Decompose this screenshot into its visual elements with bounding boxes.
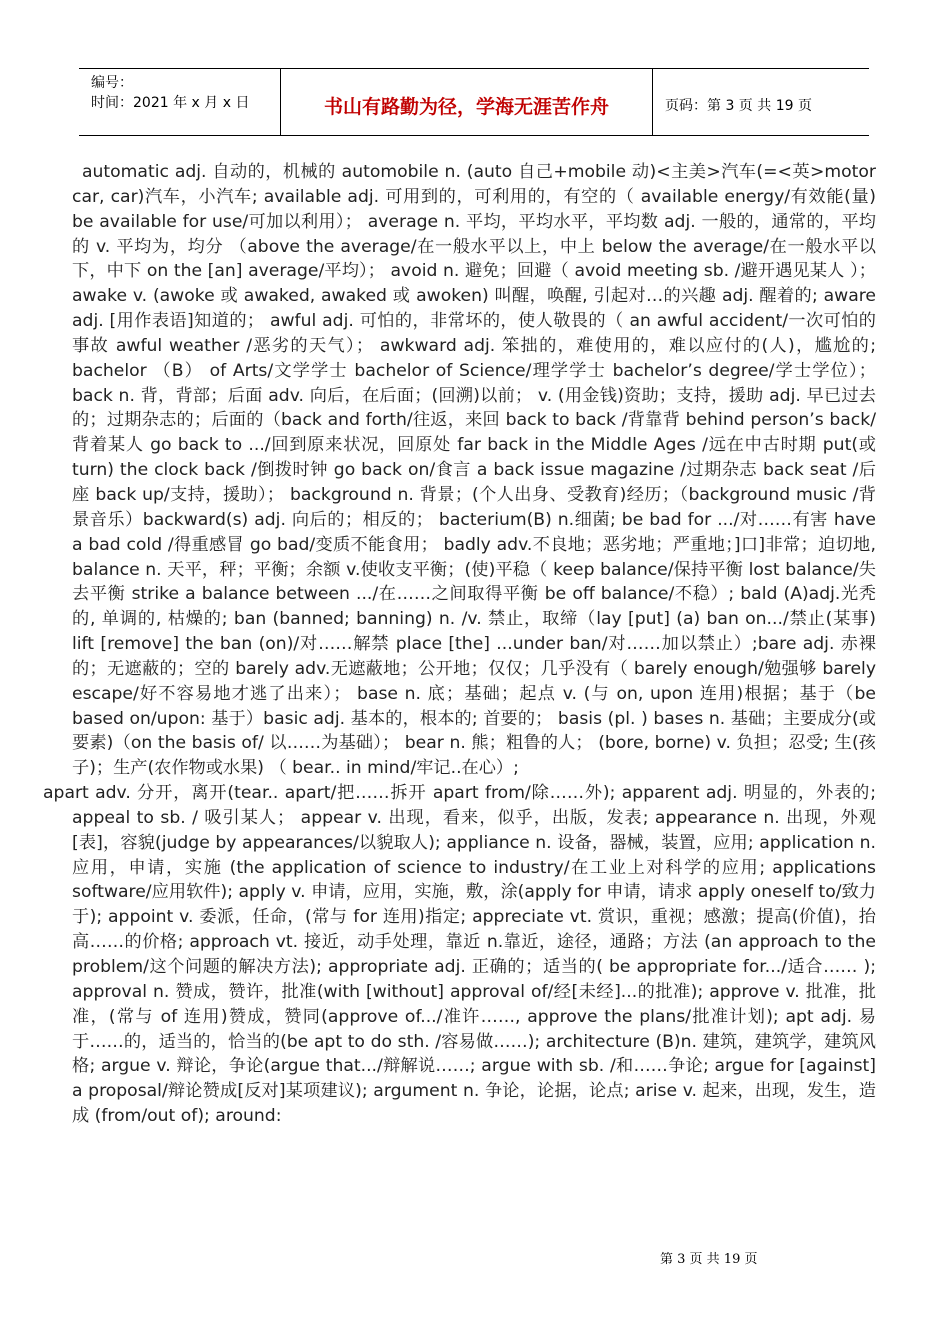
document-date: 时间：2021 年 x 月 x 日	[91, 95, 250, 111]
vocabulary-body	[43, 160, 876, 1129]
vocabulary-paragraph-a-b: automatic adj. 自动的，机械的 automobile n. (auto 自己+mobile 动)<主美>汽车(=<英>motor car, car)汽车，小汽车; available adj. 可用到的，可利用的，有空的（ available energy/有效能(量) be available for use/可加以利用）； average n. 平均，平均水平，平均数 adj. 一般的，通常的，平均的 v. 平均为，均分 （above the average/在一般水平以上，中上 below the average/在一般水平以下，中下 on the [an] average/平均）； avoid n. 避免；回避（ avoid meeting sb. /避开遇见某人 ）； awake v. (awoke 或 awaked, awaked 或 awoken) 叫醒，唤醒, 引起对…的兴趣 adj. 醒着的; aware adj. [用作表语]知道的； awful adj. 可怕的，非常坏的，使人敬畏的（ an awful accident/一次可怕的事故 awful weather /恶劣的天气）； awkward adj. 笨拙的，难使用的，难以应付的(人)，尴尬的; bachelor （B） of Arts/文学学士 bachelor of Science/理学学士 bachelor’s degree/学士学位）； back n. 背，背部；后面 adv. 向后，在后面；(回溯)以前； v. (用金钱)资助；支持，援助 adj. 早已过去的；过期杂志的；后面的（back and forth/往返，来回 back to back /背靠背 behind person’s back/背着某人 go back to .../回到原来状况，回原处 far back in the Middle Ages /远在中古时期 put(或 turn) the clock back /倒拨时钟 go back on/食言 a back issue magazine /过期杂志 back seat /后座 back up/支持，援助）； background n. 背景；(个人出身、受教育)经历；（background music /背景音乐）backward(s) adj. 向后的；相反的； bacterium(B) n.细菌; be bad for .../对……有害 have a bad cold /得重感冒 go bad/变质不能食用； badly adv.不良地；恶劣地；严重地；]口]非常；迫切地, balance n. 天平，秤；平衡；余额 v.使收支平衡；(使)平稳（ keep balance/保持平衡 lost balance/失去平衡 strike a balance between .../在……之间取得平衡 be off balance/不稳）; bald (A)adj.光秃的, 单调的, 枯燥的; ban (banned; banning) n. /v. 禁止，取缔（lay [put] (a) ban on.../禁止(某事) lift [remove] the ban (on)/对……解禁 place [the] ...under ban/对……加以禁止）;bare adj. 赤裸的；无遮蔽的；空的 barely adv.无遮蔽地；公开地；仅仅；几乎没有（ barely enough/勉强够 barely escape/好不容易地才逃了出来）； base n. 底；基础；起点 v. (与 on, upon 连用)根据；基于（be based on/upon: 基于）basic adj. 基本的，根本的; 首要的； basis (pl. ) bases n. 基础；主要成分(或要素)（on the basis of/ 以……为基础）； bear n. 熊；粗鲁的人； (bore, borne) v. 负担；忍受; 生(孩子)；生产(农作物或水果) （ bear.. in mind/牢记..在心）;	[72, 162, 876, 779]
header-page-info: 页码：第 3 页 共 19 页	[665, 98, 812, 114]
document-code-label: 编号：	[91, 75, 133, 91]
page-header	[79, 68, 869, 136]
vocabulary-paragraph-ap-ar: apart adv. 分开，离开(tear.. apart/把……拆开 apart from/除……外); apparent adj. 明显的，外表的; appeal to sb. / 吸引某人； appear v. 出现，看来，似乎，出版，发表; appearance n. 出现，外观[表]，容貌(judge by appearances/以貌取人); appliance n. 设备，器械，装置，应用; application n. 应用，申请，实施 (the application of science to industry/在工业上对科学的应用; applications software/应用软件); apply v. 申请，应用，实施，敷，涂(apply for 申请，请求 apply oneself to/致力于); appoint v. 委派，任命，(常与 for 连用)指定; appreciate vt. 赏识，重视；感激；提高(价值)，抬高……的价格; approach vt. 接近，动手处理，靠近 n.靠近，途径，通路；方法 (an approach to the problem/这个问题的解决方法); appropriate adj. 正确的；适当的( be appropriate for.../适合…… ); approval n. 赞成，赞许，批准(with [without] approval of/经[未经]...的批准); approve v. 批准，批准，(常与 of 连用)赞成，赞同(approve of.../准许……, approve the plans/批准计划); apt adj. 易于……的，适当的，恰当的(be apt to do sth. /容易做……); architecture (B)n. 建筑，建筑学，建筑风格; argue v. 辩论，争论(argue that.../辩解说……; argue with sb. /和……争论; argue for [against] a proposal/辩论赞成[反对]某项建议); argument n. 争论，论据，论点; arise v. 起来，出现，发生，造成 (from/out of); around:	[43, 783, 876, 1127]
header-meta	[79, 69, 281, 135]
page-footer: 第 3 页 共 19 页	[660, 1252, 758, 1267]
header-motto: 书山有路勤为径，学海无涯苦作舟	[281, 69, 653, 135]
